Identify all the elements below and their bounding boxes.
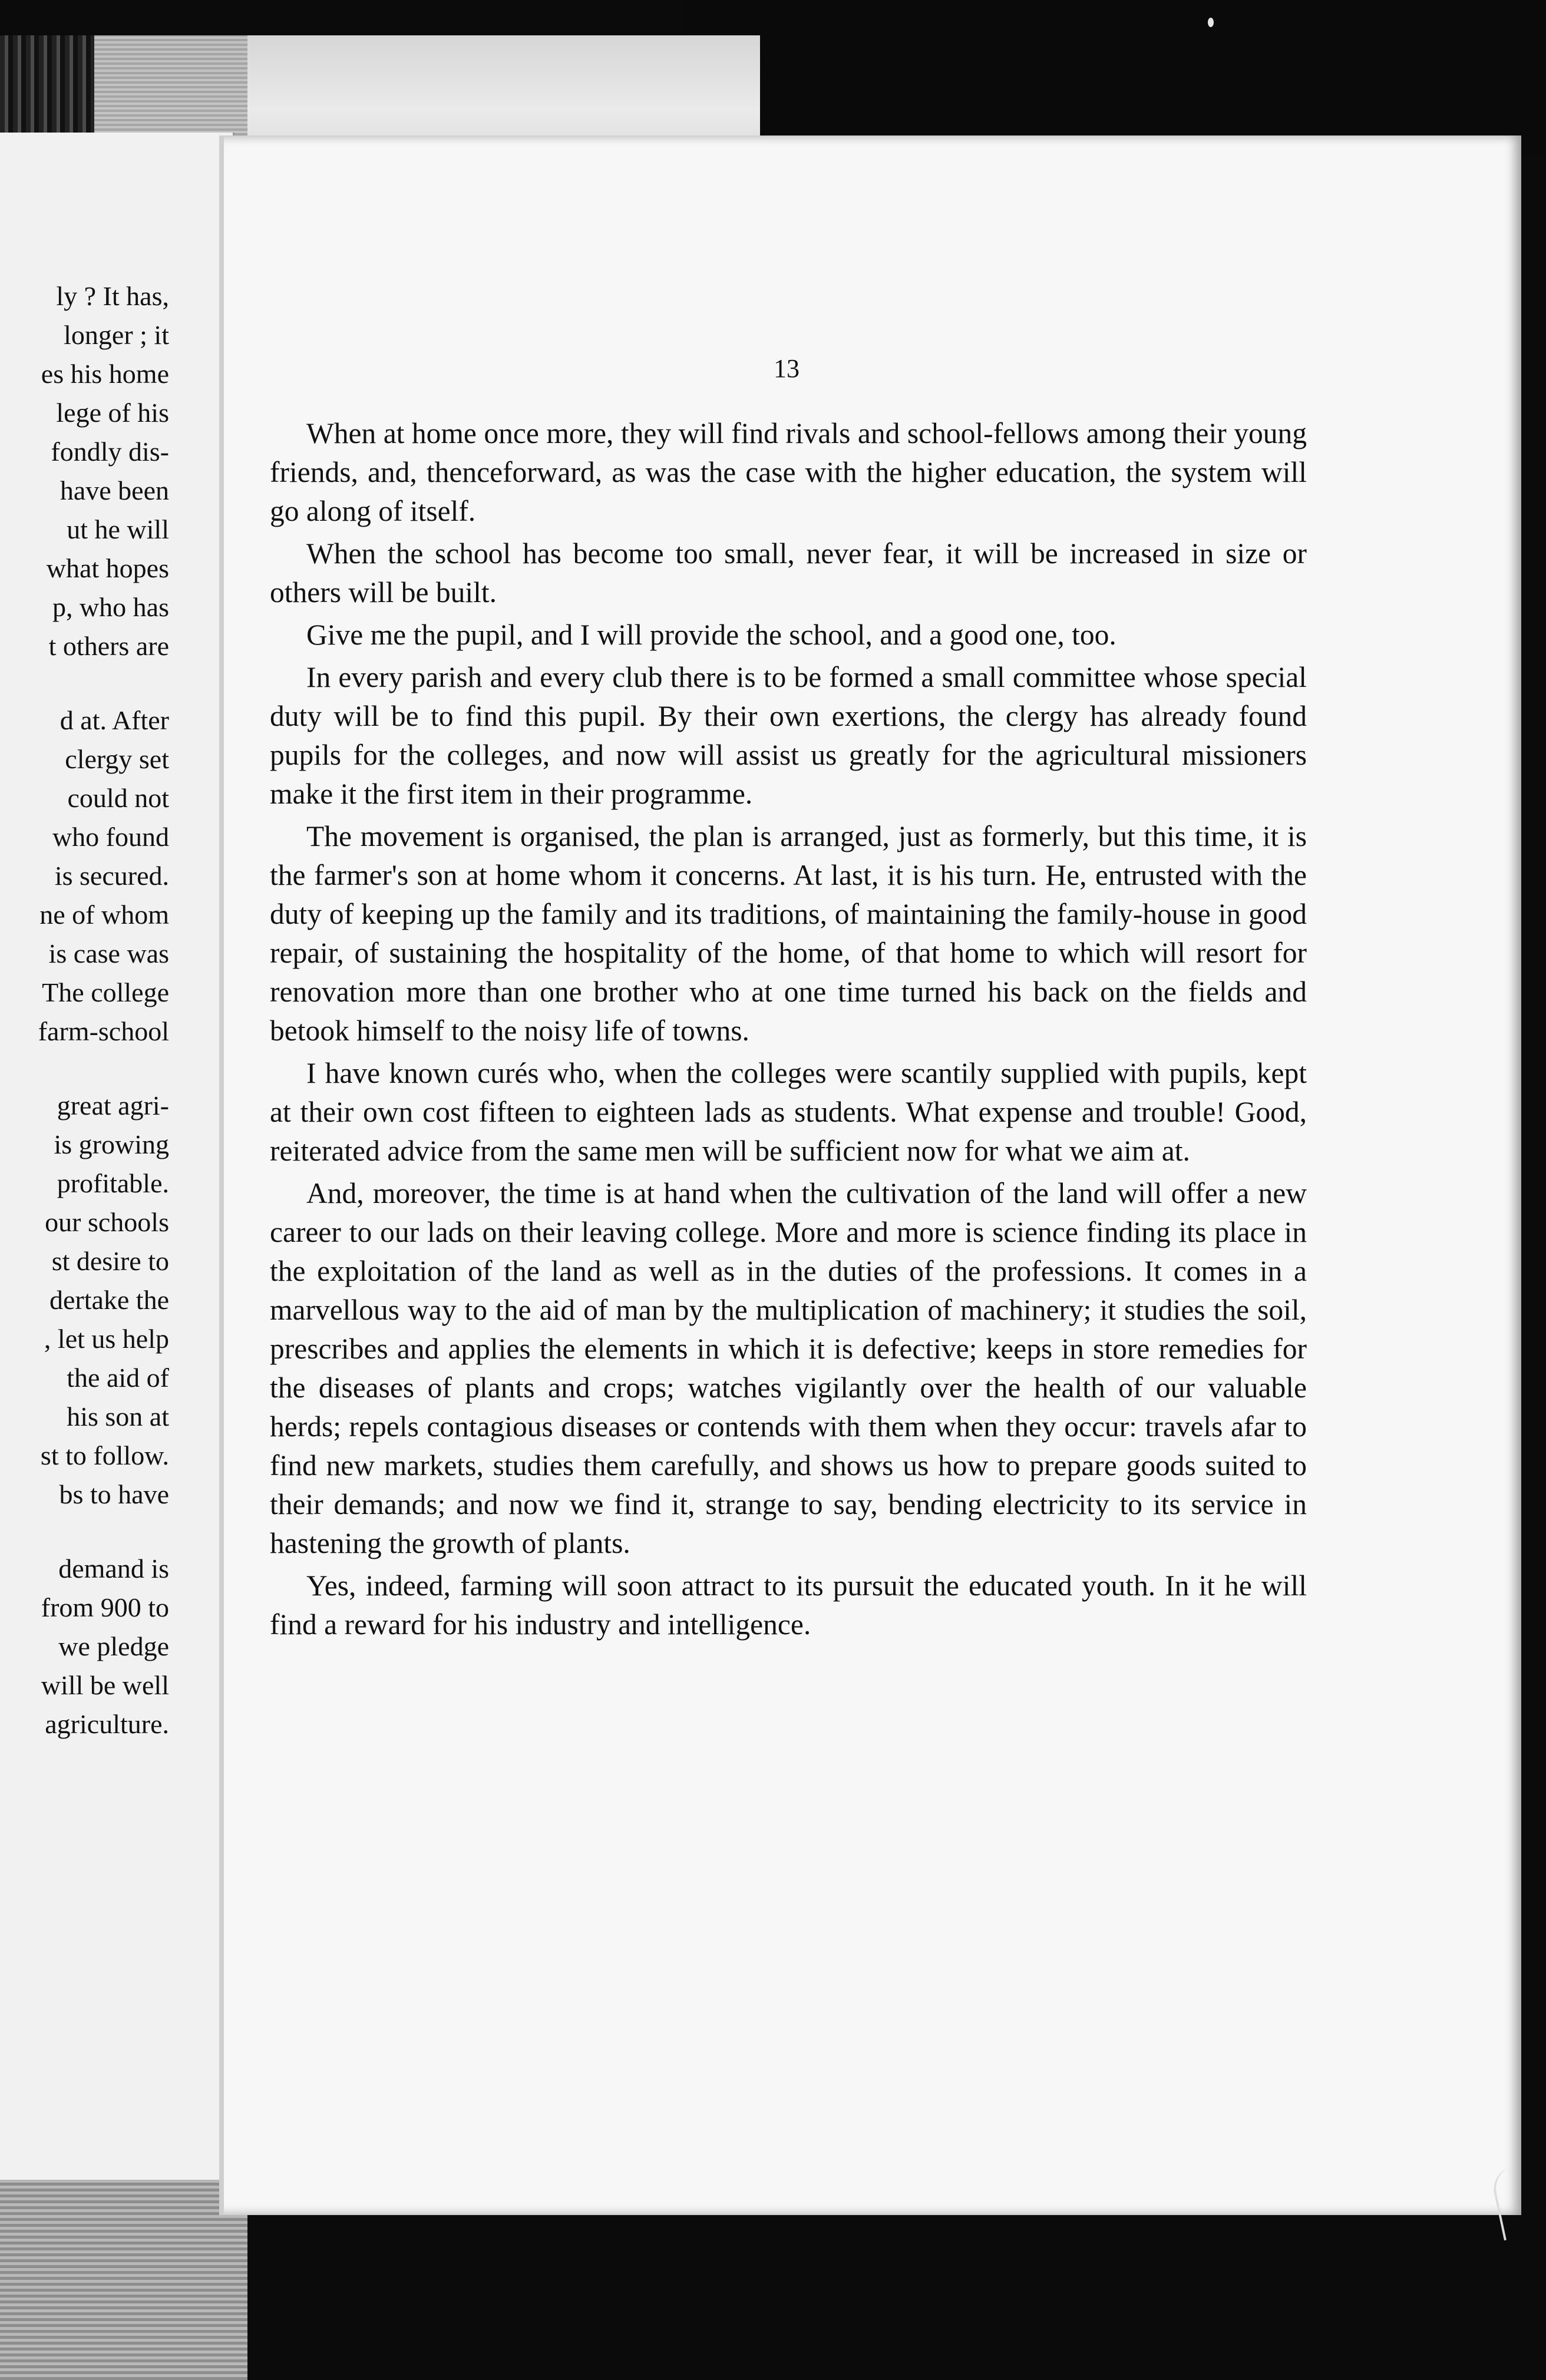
- left-page-text-fragment: t others are: [48, 631, 169, 661]
- paragraph: When the school has become too small, never fear, it will be increased in size or others will be built.: [270, 537, 1307, 609]
- left-page-text-fragment: demand is: [58, 1553, 169, 1584]
- left-page-text-fragment: what hopes: [46, 553, 169, 583]
- left-page-text-fragment: st desire to: [51, 1246, 169, 1276]
- left-page-text-fragment: agriculture.: [45, 1709, 169, 1739]
- left-page-text-fragment: bs to have: [59, 1479, 169, 1509]
- left-page-text-fragment: , let us help: [44, 1324, 169, 1354]
- left-page-text-fragment: clergy set: [65, 744, 169, 774]
- left-page: [0, 133, 234, 2206]
- left-page-text-fragment: will be well: [41, 1670, 169, 1700]
- left-page-text-fragment: The college: [42, 977, 169, 1007]
- left-page-text-fragment: from 900 to: [41, 1592, 169, 1622]
- left-page-text-fragment: es his home: [41, 359, 169, 389]
- left-page-text-fragment: dertake the: [49, 1285, 169, 1315]
- left-page-text-fragment: is secured.: [54, 861, 169, 891]
- left-page-text-fragment: is growing: [54, 1129, 169, 1159]
- paragraph: Give me the pupil, and I will provide the school, and a good one, too.: [306, 619, 1116, 651]
- paragraph: When at home once more, they will find rivals and school-fellows among their young friends, and, thenceforward, as was the case with the higher education, the system will go along of itself.: [270, 417, 1307, 527]
- left-page-text-fragment: farm-school: [38, 1016, 169, 1046]
- left-page-text-fragment: have been: [60, 475, 169, 505]
- page-body-text: [270, 414, 1307, 1648]
- left-page-text-fragment: d at. After: [60, 705, 169, 735]
- left-page-text-fragment: ne of whom: [39, 900, 169, 930]
- page-number: 13: [774, 354, 800, 383]
- paragraph: And, moreover, the time is at hand when the cultivation of the land will offer a new career to our lads on their leaving college. More and more is science finding its place in the exploitation of the land as well as in the duties of the professions. It comes in a marvellous way to the aid of man by the multiplication of machinery; it studies the soil, prescribes and applies the elements in which it is defective; keeps in store remedies for the diseases of plants and crops; watches vigilantly over the health of our valuable herds; repels contagious diseases or contends with them when they occur: travels afar to find new markets, studies them carefully, and shows us how to prepare goods suited to their demands; and now we find it, strange to say, bending electricity to its service in hastening the growth of plants.: [270, 1177, 1307, 1559]
- left-page-text-fragment: his son at: [67, 1401, 169, 1432]
- left-page-text-fragment: fondly dis-: [51, 437, 169, 467]
- left-page-text-fragment: who found: [52, 822, 169, 852]
- left-page-text-fragment: the aid of: [67, 1363, 169, 1393]
- book-spine-bottom: [0, 2180, 247, 2380]
- left-page-text-fragment: great agri-: [57, 1090, 169, 1120]
- left-page-text-fragment: profitable.: [57, 1168, 169, 1198]
- left-page-text-fragment: longer ; it: [64, 320, 169, 350]
- left-page-text-fragment: could not: [67, 783, 169, 813]
- scanner-background: [683, 0, 1546, 153]
- paragraph: The movement is organised, the plan is arranged, just as formerly, but this time, it is the farmer's son at home whom it concerns. At last, it is his turn. He, entrusted with the duty of keeping up the family and its traditions, of maintaining the family-house in good repair, of sustaining the hospitality of the home, of that home to which will resort for renovation more than one brother who at one time turned his back on the fields and betook himself to the noisy life of towns.: [270, 820, 1307, 1047]
- left-page-text-fragment: ly ? It has,: [56, 281, 169, 311]
- left-page-text-fragment: lege of his: [56, 398, 169, 428]
- left-page-text-fragment: our schools: [45, 1207, 169, 1237]
- scan-speck: [1208, 18, 1214, 27]
- paragraph: In every parish and every club there is to be formed a small committee whose special duty will be to find this pupil. By their own exertions, the clergy has already found pupils for the colleges, and now will assist us greatly for the agricultural missioners make it the first item in their programme.: [270, 661, 1307, 810]
- paragraph: Yes, indeed, farming will soon attract to its pursuit the educated youth. In it he will find a reward for his industry and intelligence.: [270, 1569, 1307, 1641]
- paragraph: I have known curés who, when the colleges were scantily supplied with pupils, kept at their own cost fifteen to eighteen lads as students. What expense and trouble! Good, reiterated advice from the same men will be sufficient now for what we aim at.: [270, 1057, 1307, 1167]
- left-page-text-fragment: is case was: [48, 938, 169, 968]
- left-page-text-fragment: we pledge: [58, 1631, 169, 1661]
- left-page-text-fragment: st to follow.: [40, 1440, 169, 1470]
- left-page-text-fragment: ut he will: [67, 514, 169, 544]
- left-page-text-fragment: p, who has: [52, 592, 169, 622]
